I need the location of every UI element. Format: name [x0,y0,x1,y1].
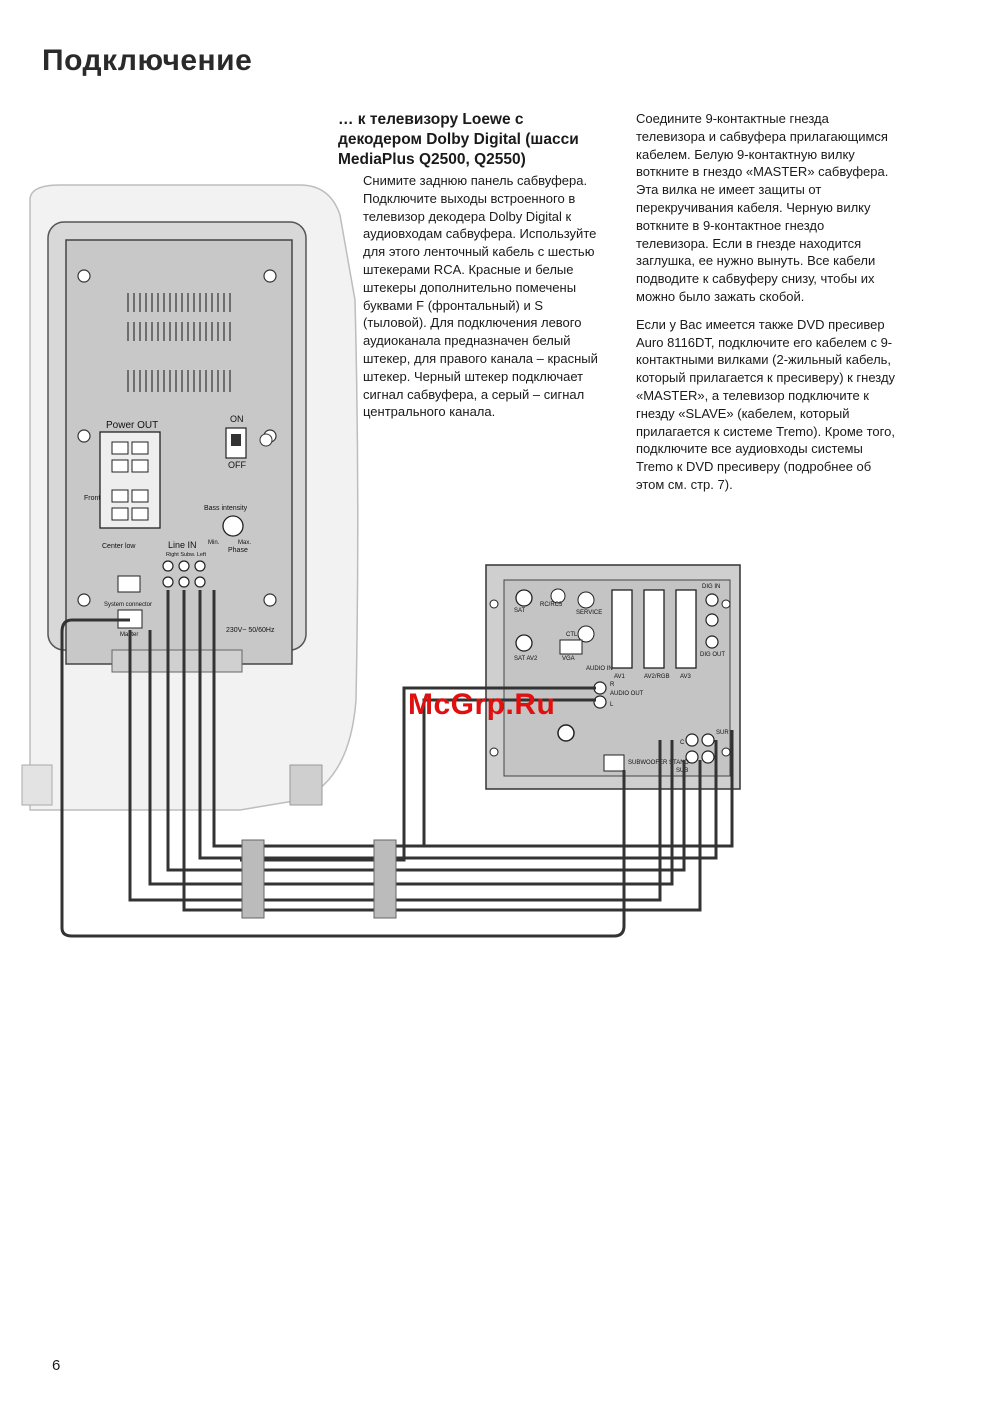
cable-clips [242,840,396,918]
av3-label: AV3 [680,674,691,680]
l-label: L [610,702,614,708]
page-number: 6 [52,1357,61,1374]
c-label: C [680,740,685,746]
dig-in-label: DIG IN [702,584,721,590]
sub-label: SUB [676,768,689,774]
front-label: Front [84,495,101,502]
phase-label: Phase [228,547,248,554]
section-heading: … к телевизору Loewe с декодером Dolby Digital (шасси MediaPlus Q2500, Q2550) [338,111,579,168]
power-out-label: Power OUT [106,420,159,431]
paragraph-2: Соедините 9-контактные гнезда телевизора и сабвуфера прилагающимся кабелем. Белую 9-контактную вилку воткните в гнездо «MASTER» сабвуфера. Эта вилка не имеет защиты от перекручивания кабеля. Черную вилку воткните в 9-контактное гнездо телевизора. Если в гнезде находится заглушка, ее нужно вынуть. Все кабели подводите к сабвуферу снизу, чтобы их можно было зажать скобой. [636,111,889,304]
watermark: McGrp.Ru [408,688,556,721]
master-label: Master [120,632,139,638]
off-label: OFF [228,460,246,470]
av1-label: AV1 [614,674,625,680]
bass-intensity-label: Bass intensity [204,505,248,512]
ctl-label: CTL [566,632,578,638]
mains-label: 230V~ 50/60Hz [226,627,275,634]
r-label: R [610,682,615,688]
rc-rc5-label: RC/RC5 [540,602,563,608]
subwoofer-illustration [22,185,358,810]
page-title: Подключение [42,44,253,77]
audio-out-label: AUDIO OUT [610,691,644,697]
right-sub-left-label: Right Subw. Left [166,552,207,558]
center-low-label: Center low [102,543,136,550]
paragraph-3: Если у Вас имеется также DVD пресивер Auro 8116DT, подключите его кабелем с 9-контактными вилками (2-жильный кабель, который прилагается к пресиверу) к гнезду «MASTER», а телевизор подключите к гнезду «SLAVE» (кабелем, который прилагается к системе Tremo). Кроме того, подключите все аудиовходы системы Tremo к DVD пресиверу (подробнее об этом см. стр. 7). [636,316,896,492]
sur-label: SUR [716,730,729,736]
audio-in-label: AUDIO IN [586,666,613,672]
sat-av2-label: SAT AV2 [514,656,538,662]
min-label: Min. [208,540,220,546]
sat-label: SAT [514,608,526,614]
tv-connection-panel [486,565,740,789]
service-label: SERVICE [576,610,603,616]
on-label: ON [230,414,244,424]
line-in-label: Line IN [168,540,197,550]
max-label: Max. [238,540,252,546]
av2-rgb-label: AV2/RGB [644,674,670,680]
paragraph-1: Снимите заднюю панель сабвуфера. Подключите выходы встроенного в телевизор декодера Dolby Digital к аудиовходам сабвуфера. Используйте для этого ленточный кабель с шестью штекерами RCA. Красные и белые штекеры дополнительно помечены буквами F (фронтальный) и S (тыловой). Для подключения левого аудиоканала предназначен белый штекер, для правого канала – красный штекер. Черный штекер подключает сигнал сабвуфера, а серый – сигнал центрального канала. [363,173,598,420]
dig-out-label: DIG OUT [700,652,725,658]
vga-label: VGA [562,656,575,662]
subwoofer-stand-label: SUBWOOFER STAND [628,760,689,766]
system-connector-label: System connector [104,602,153,608]
